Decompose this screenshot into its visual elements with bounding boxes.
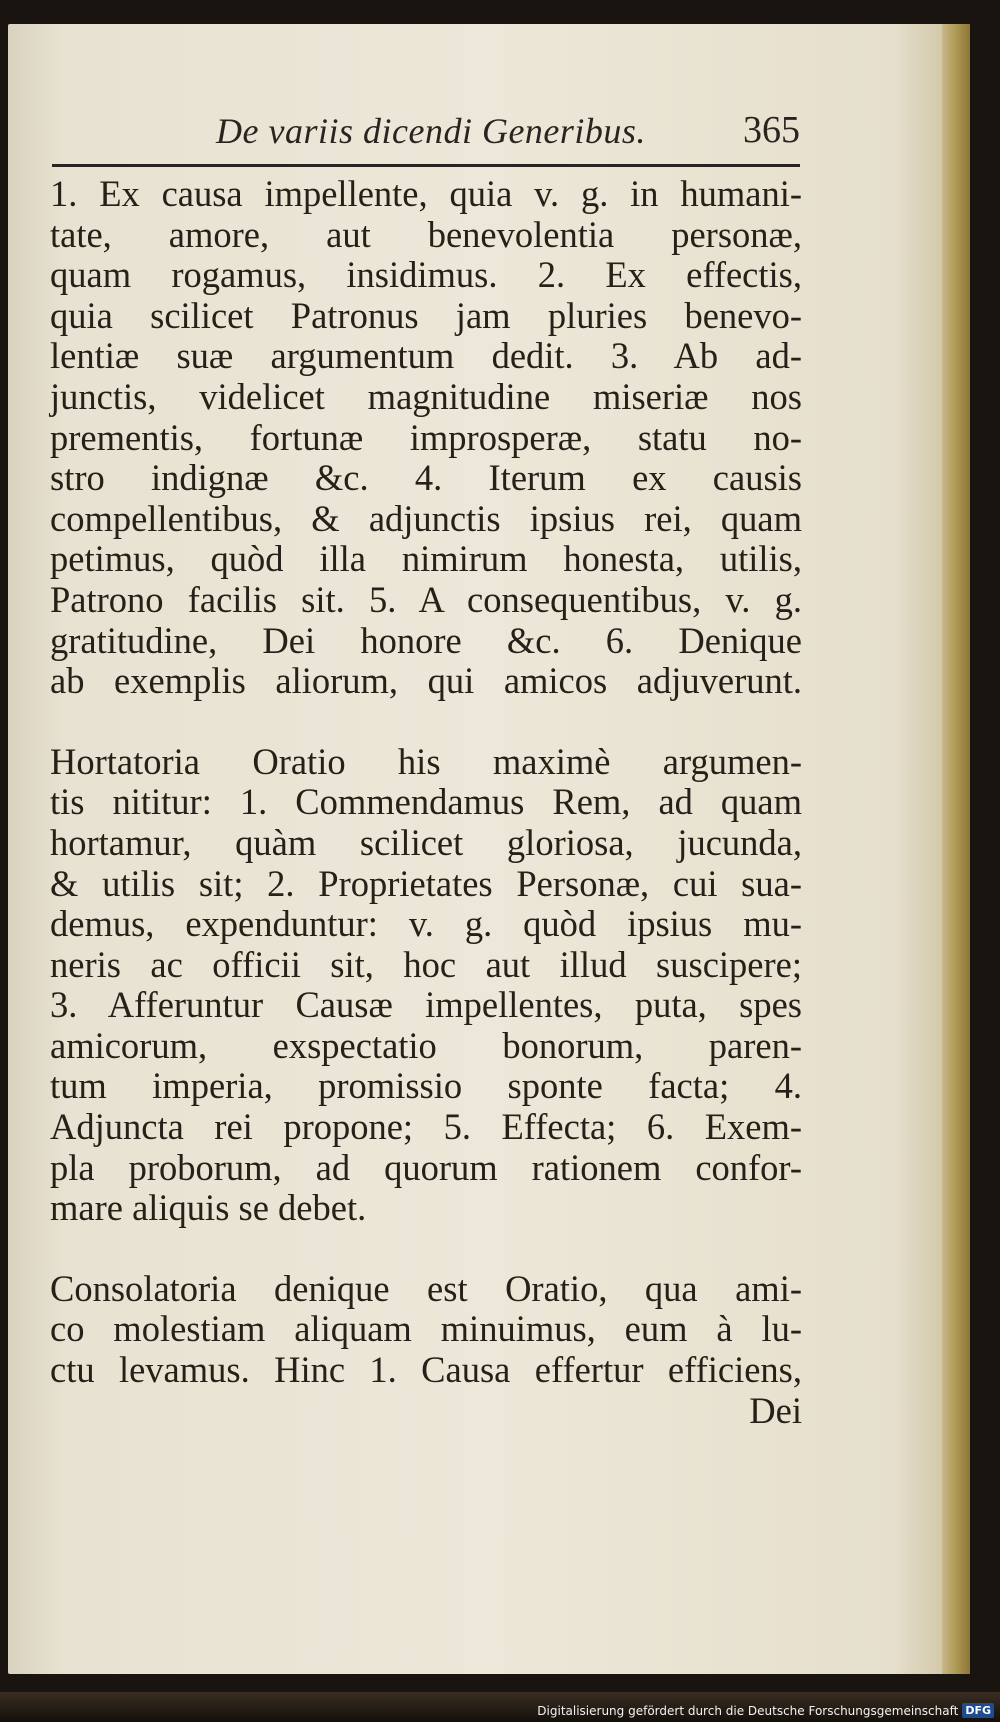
text-line: Patrono facilis sit. 5. A consequentibus, v. g. — [50, 578, 802, 620]
text-line: co molestiam aliquam minuimus, eum à lu- — [50, 1308, 802, 1350]
page-header — [48, 104, 800, 160]
paragraph-consolatoria — [50, 1269, 802, 1431]
text-line: compellentibus, & adjunctis ipsius rei, quam — [50, 497, 802, 539]
paragraph-hortatoria — [50, 742, 802, 1229]
text-line: petimus, quòd illa nimirum honesta, utilis, — [50, 538, 802, 580]
text-line: lentiæ suæ argumentum dedit. 3. Ab ad- — [50, 335, 802, 377]
text-line: neris ac officii sit, hoc aut illud suscipere; — [50, 943, 802, 985]
dfg-logo: DFG — [962, 1703, 994, 1718]
credit-text: Digitalisierung gefördert durch die Deutsche Forschungsgemeinschaft — [537, 1703, 959, 1718]
text-line: tis nititur: 1. Commendamus Rem, ad quam — [50, 781, 802, 823]
text-line: mare aliquis se debet. — [50, 1187, 367, 1229]
text-line: ctu levamus. Hinc 1. Causa effertur efficiens, — [50, 1349, 802, 1391]
page-body — [50, 174, 802, 1431]
text-line: hortamur, quàm scilicet gloriosa, jucunda, — [50, 821, 802, 863]
text-line: gratitudine, Dei honore &c. 6. Denique — [50, 619, 802, 661]
text-line: ab exemplis aliorum, qui amicos adjuverunt. — [50, 660, 802, 702]
text-line: Adjuncta rei propone; 5. Effecta; 6. Exem- — [50, 1106, 802, 1148]
catchword: Dei — [749, 1389, 802, 1431]
text-line: 3. Afferuntur Causæ impellentes, puta, spes — [50, 984, 802, 1026]
text-line: tate, amore, aut benevolentia personæ, — [50, 213, 802, 255]
text-line: junctis, videlicet magnitudine miseriæ nos — [50, 375, 802, 417]
text-line: stro indignæ &c. 4. Iterum ex causis — [50, 457, 802, 499]
digitization-credit — [537, 1703, 994, 1718]
text-line: quia scilicet Patronus jam pluries benevo- — [50, 294, 802, 336]
text-line: pla proborum, ad quorum rationem confor- — [50, 1146, 802, 1188]
page-number: 365 — [743, 109, 800, 151]
text-line: amicorum, exspectatio bonorum, paren- — [50, 1024, 802, 1066]
running-title: De variis dicendi Generibus. — [216, 111, 646, 151]
paragraph-supplicatoria — [50, 174, 802, 702]
header-rule — [52, 164, 800, 167]
text-line: 1. Ex causa impellente, quia v. g. in humani- — [50, 173, 802, 214]
text-line: Consolatoria denique est Oratio, qua ami- — [50, 1267, 802, 1309]
text-line: & utilis sit; 2. Proprietates Personæ, cui sua- — [50, 862, 802, 904]
text-line: prementis, fortunæ improsperæ, statu no- — [50, 416, 802, 458]
text-line: tum imperia, promissio sponte facta; 4. — [50, 1065, 802, 1107]
text-line: demus, expenduntur: v. g. quòd ipsius mu- — [50, 903, 802, 945]
text-line: Hortatoria Oratio his maximè argumen- — [50, 740, 802, 782]
text-line: quam rogamus, insidimus. 2. Ex effectis, — [50, 254, 802, 296]
page-gutter — [942, 24, 970, 1674]
